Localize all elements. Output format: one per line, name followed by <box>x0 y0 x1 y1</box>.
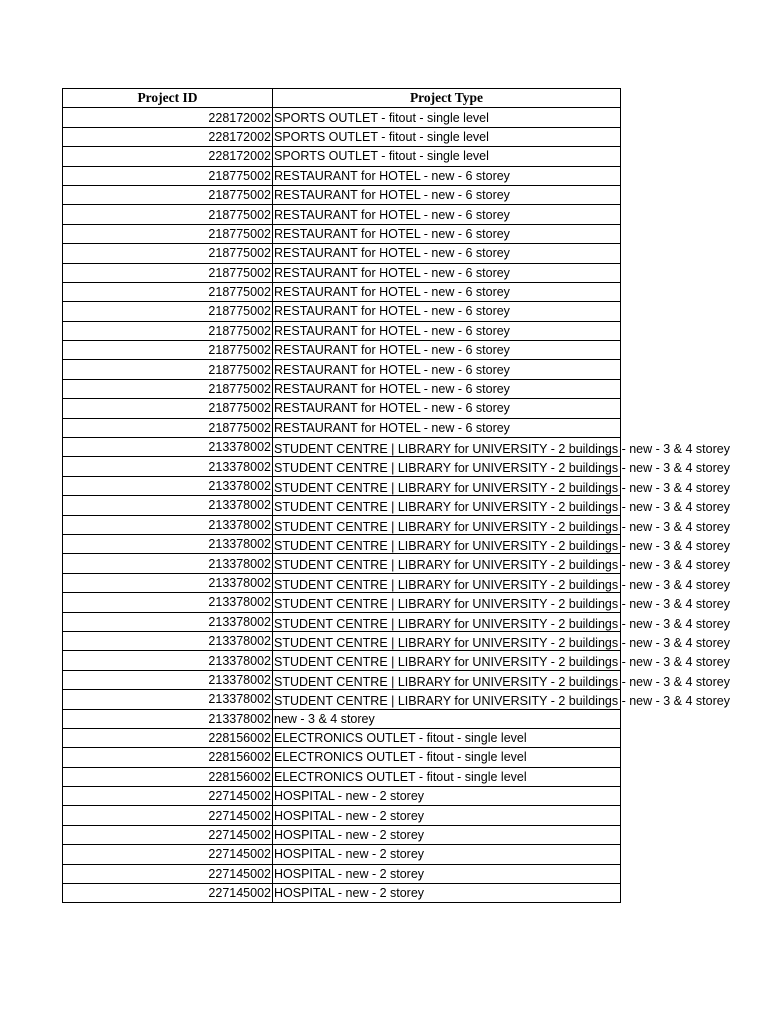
project-type-cell[interactable]: ELECTRONICS OUTLET - fitout - single level <box>273 728 621 747</box>
project-id-cell[interactable]: 213378002 <box>63 709 273 728</box>
table-row <box>63 244 621 263</box>
project-id-cell[interactable]: 213378002 <box>63 515 273 534</box>
project-id-cell[interactable]: 227145002 <box>63 825 273 844</box>
project-type-cell[interactable] <box>273 534 730 553</box>
table-row <box>63 496 621 515</box>
project-id-cell[interactable]: 218775002 <box>63 399 273 418</box>
table-row <box>63 263 621 282</box>
table-row <box>63 302 621 321</box>
table-row <box>63 864 621 883</box>
project-type-cell[interactable]: SPORTS OUTLET - fitout - single level <box>273 147 621 166</box>
project-type-cell[interactable]: ELECTRONICS OUTLET - fitout - single level <box>273 748 621 767</box>
project-id-cell[interactable]: 218775002 <box>63 321 273 340</box>
project-type-cell[interactable] <box>273 573 730 592</box>
table-row <box>63 573 621 592</box>
project-type-cell[interactable] <box>273 496 730 515</box>
table-row <box>63 709 621 728</box>
project-type-cell[interactable]: RESTAURANT for HOTEL - new - 6 storey <box>273 166 621 185</box>
project-type-text: STUDENT CENTRE | LIBRARY for UNIVERSITY - 2 buildings - new - 3 & 4 storey <box>274 616 730 631</box>
table-row <box>63 282 621 301</box>
project-id-cell[interactable]: 218775002 <box>63 418 273 437</box>
project-type-cell[interactable]: HOSPITAL - new - 2 storey <box>273 787 621 806</box>
project-id-cell[interactable]: 227145002 <box>63 884 273 903</box>
project-type-text: STUDENT CENTRE | LIBRARY for UNIVERSITY - 2 buildings - new - 3 & 4 storey <box>274 442 730 457</box>
project-type-text: STUDENT CENTRE | LIBRARY for UNIVERSITY - 2 buildings - new - 3 & 4 storey <box>274 461 730 476</box>
table-row <box>63 438 621 457</box>
project-type-cell[interactable] <box>273 612 730 631</box>
project-id-cell[interactable]: 213378002 <box>63 612 273 631</box>
project-id-cell[interactable]: 218775002 <box>63 282 273 301</box>
project-type-cell[interactable]: RESTAURANT for HOTEL - new - 6 storey <box>273 360 621 379</box>
table-row <box>63 631 621 650</box>
project-type-cell[interactable] <box>273 438 730 457</box>
project-type-cell[interactable] <box>273 515 730 534</box>
project-type-cell[interactable] <box>273 593 730 612</box>
table-row <box>63 515 621 534</box>
table-row <box>63 806 621 825</box>
project-type-cell[interactable]: HOSPITAL - new - 2 storey <box>273 864 621 883</box>
project-type-cell[interactable] <box>273 651 730 670</box>
project-type-cell[interactable] <box>273 690 730 709</box>
project-id-cell[interactable]: 213378002 <box>63 554 273 573</box>
project-type-cell[interactable]: RESTAURANT for HOTEL - new - 6 storey <box>273 185 621 204</box>
project-type-cell[interactable]: RESTAURANT for HOTEL - new - 6 storey <box>273 224 621 243</box>
table-body <box>63 108 730 903</box>
project-type-text: STUDENT CENTRE | LIBRARY for UNIVERSITY - 2 buildings - new - 3 & 4 storey <box>274 519 730 534</box>
table-row <box>63 593 621 612</box>
project-id-cell[interactable]: 227145002 <box>63 806 273 825</box>
project-type-cell[interactable]: new - 3 & 4 storey <box>273 709 621 728</box>
table-row <box>63 748 621 767</box>
project-id-cell[interactable]: 228156002 <box>63 767 273 786</box>
table-row <box>63 321 621 340</box>
project-type-cell[interactable]: ELECTRONICS OUTLET - fitout - single level <box>273 767 621 786</box>
table-row <box>63 418 621 437</box>
project-id-cell[interactable]: 213378002 <box>63 457 273 476</box>
project-type-cell[interactable] <box>273 457 730 476</box>
project-id-cell[interactable]: 218775002 <box>63 185 273 204</box>
project-id-cell[interactable]: 227145002 <box>63 864 273 883</box>
project-type-cell[interactable]: RESTAURANT for HOTEL - new - 6 storey <box>273 379 621 398</box>
table-row <box>63 554 621 573</box>
project-id-cell[interactable]: 228156002 <box>63 728 273 747</box>
project-type-cell[interactable]: RESTAURANT for HOTEL - new - 6 storey <box>273 418 621 437</box>
table-row <box>63 651 621 670</box>
project-type-text: STUDENT CENTRE | LIBRARY for UNIVERSITY - 2 buildings - new - 3 & 4 storey <box>274 674 730 689</box>
table-row <box>63 341 621 360</box>
project-type-cell[interactable]: RESTAURANT for HOTEL - new - 6 storey <box>273 282 621 301</box>
table-row <box>63 185 621 204</box>
project-id-cell[interactable]: 218775002 <box>63 263 273 282</box>
table-row <box>63 147 621 166</box>
project-type-cell[interactable]: RESTAURANT for HOTEL - new - 6 storey <box>273 321 621 340</box>
project-type-text: STUDENT CENTRE | LIBRARY for UNIVERSITY - 2 buildings - new - 3 & 4 storey <box>274 558 730 573</box>
project-id-cell[interactable]: 218775002 <box>63 244 273 263</box>
project-type-cell[interactable]: RESTAURANT for HOTEL - new - 6 storey <box>273 399 621 418</box>
project-type-cell[interactable] <box>273 554 730 573</box>
project-id-cell[interactable]: 228172002 <box>63 127 273 146</box>
project-type-cell[interactable] <box>273 631 730 650</box>
table-row <box>63 379 621 398</box>
project-id-cell[interactable]: 213378002 <box>63 690 273 709</box>
project-type-text: STUDENT CENTRE | LIBRARY for UNIVERSITY - 2 buildings - new - 3 & 4 storey <box>274 538 730 553</box>
table-row <box>63 205 621 224</box>
table-row <box>63 360 621 379</box>
project-type-cell[interactable]: RESTAURANT for HOTEL - new - 6 storey <box>273 341 621 360</box>
project-id-cell[interactable]: 213378002 <box>63 631 273 650</box>
project-id-cell[interactable]: 213378002 <box>63 534 273 553</box>
project-id-cell[interactable]: 218775002 <box>63 205 273 224</box>
table-row <box>63 224 621 243</box>
table-row <box>63 845 621 864</box>
project-id-cell[interactable]: 218775002 <box>63 360 273 379</box>
project-table <box>62 88 730 903</box>
project-type-text: STUDENT CENTRE | LIBRARY for UNIVERSITY - 2 buildings - new - 3 & 4 storey <box>274 694 730 709</box>
table-row <box>63 670 621 689</box>
project-id-cell[interactable]: 213378002 <box>63 438 273 457</box>
project-type-text: STUDENT CENTRE | LIBRARY for UNIVERSITY - 2 buildings - new - 3 & 4 storey <box>274 597 730 612</box>
project-id-cell[interactable]: 218775002 <box>63 302 273 321</box>
project-type-cell[interactable]: RESTAURANT for HOTEL - new - 6 storey <box>273 244 621 263</box>
project-type-cell[interactable]: RESTAURANT for HOTEL - new - 6 storey <box>273 263 621 282</box>
project-type-text: STUDENT CENTRE | LIBRARY for UNIVERSITY - 2 buildings - new - 3 & 4 storey <box>274 500 730 515</box>
table-row <box>63 399 621 418</box>
project-id-cell[interactable]: 213378002 <box>63 573 273 592</box>
table-row <box>63 767 621 786</box>
header-row <box>63 89 621 108</box>
project-type-cell[interactable]: HOSPITAL - new - 2 storey <box>273 825 621 844</box>
header-project-type[interactable]: Project Type <box>273 89 621 108</box>
project-type-text: STUDENT CENTRE | LIBRARY for UNIVERSITY - 2 buildings - new - 3 & 4 storey <box>274 635 730 650</box>
project-type-text: STUDENT CENTRE | LIBRARY for UNIVERSITY - 2 buildings - new - 3 & 4 storey <box>274 480 730 495</box>
table-row <box>63 534 621 553</box>
table-row <box>63 612 621 631</box>
project-id-cell[interactable]: 213378002 <box>63 496 273 515</box>
project-type-cell[interactable]: HOSPITAL - new - 2 storey <box>273 806 621 825</box>
table-row <box>63 457 621 476</box>
table-row <box>63 728 621 747</box>
project-type-text: STUDENT CENTRE | LIBRARY for UNIVERSITY - 2 buildings - new - 3 & 4 storey <box>274 655 730 670</box>
project-id-cell[interactable]: 228156002 <box>63 748 273 767</box>
project-id-cell[interactable]: 213378002 <box>63 651 273 670</box>
project-type-cell[interactable]: SPORTS OUTLET - fitout - single level <box>273 108 621 127</box>
project-id-cell[interactable]: 213378002 <box>63 670 273 689</box>
project-id-cell[interactable]: 228172002 <box>63 108 273 127</box>
project-type-cell[interactable]: RESTAURANT for HOTEL - new - 6 storey <box>273 205 621 224</box>
table-row <box>63 690 621 709</box>
table-row <box>63 884 621 903</box>
header-project-id[interactable]: Project ID <box>63 89 273 108</box>
project-id-cell[interactable]: 227145002 <box>63 845 273 864</box>
project-type-cell[interactable] <box>273 476 730 495</box>
project-type-cell[interactable]: SPORTS OUTLET - fitout - single level <box>273 127 621 146</box>
project-type-cell[interactable] <box>273 670 730 689</box>
project-id-cell[interactable]: 213378002 <box>63 593 273 612</box>
table-row <box>63 166 621 185</box>
project-type-cell[interactable]: HOSPITAL - new - 2 storey <box>273 845 621 864</box>
project-id-cell[interactable]: 218775002 <box>63 379 273 398</box>
project-id-cell[interactable]: 213378002 <box>63 476 273 495</box>
table-row <box>63 825 621 844</box>
table-row <box>63 127 621 146</box>
project-type-cell[interactable]: HOSPITAL - new - 2 storey <box>273 884 621 903</box>
project-id-cell[interactable]: 227145002 <box>63 787 273 806</box>
project-type-text: STUDENT CENTRE | LIBRARY for UNIVERSITY - 2 buildings - new - 3 & 4 storey <box>274 577 730 592</box>
project-id-cell[interactable]: 218775002 <box>63 224 273 243</box>
project-id-cell[interactable]: 228172002 <box>63 147 273 166</box>
project-type-cell[interactable]: RESTAURANT for HOTEL - new - 6 storey <box>273 302 621 321</box>
table-row <box>63 108 621 127</box>
project-id-cell[interactable]: 218775002 <box>63 341 273 360</box>
table-row <box>63 476 621 495</box>
table-row <box>63 787 621 806</box>
project-id-cell[interactable]: 218775002 <box>63 166 273 185</box>
